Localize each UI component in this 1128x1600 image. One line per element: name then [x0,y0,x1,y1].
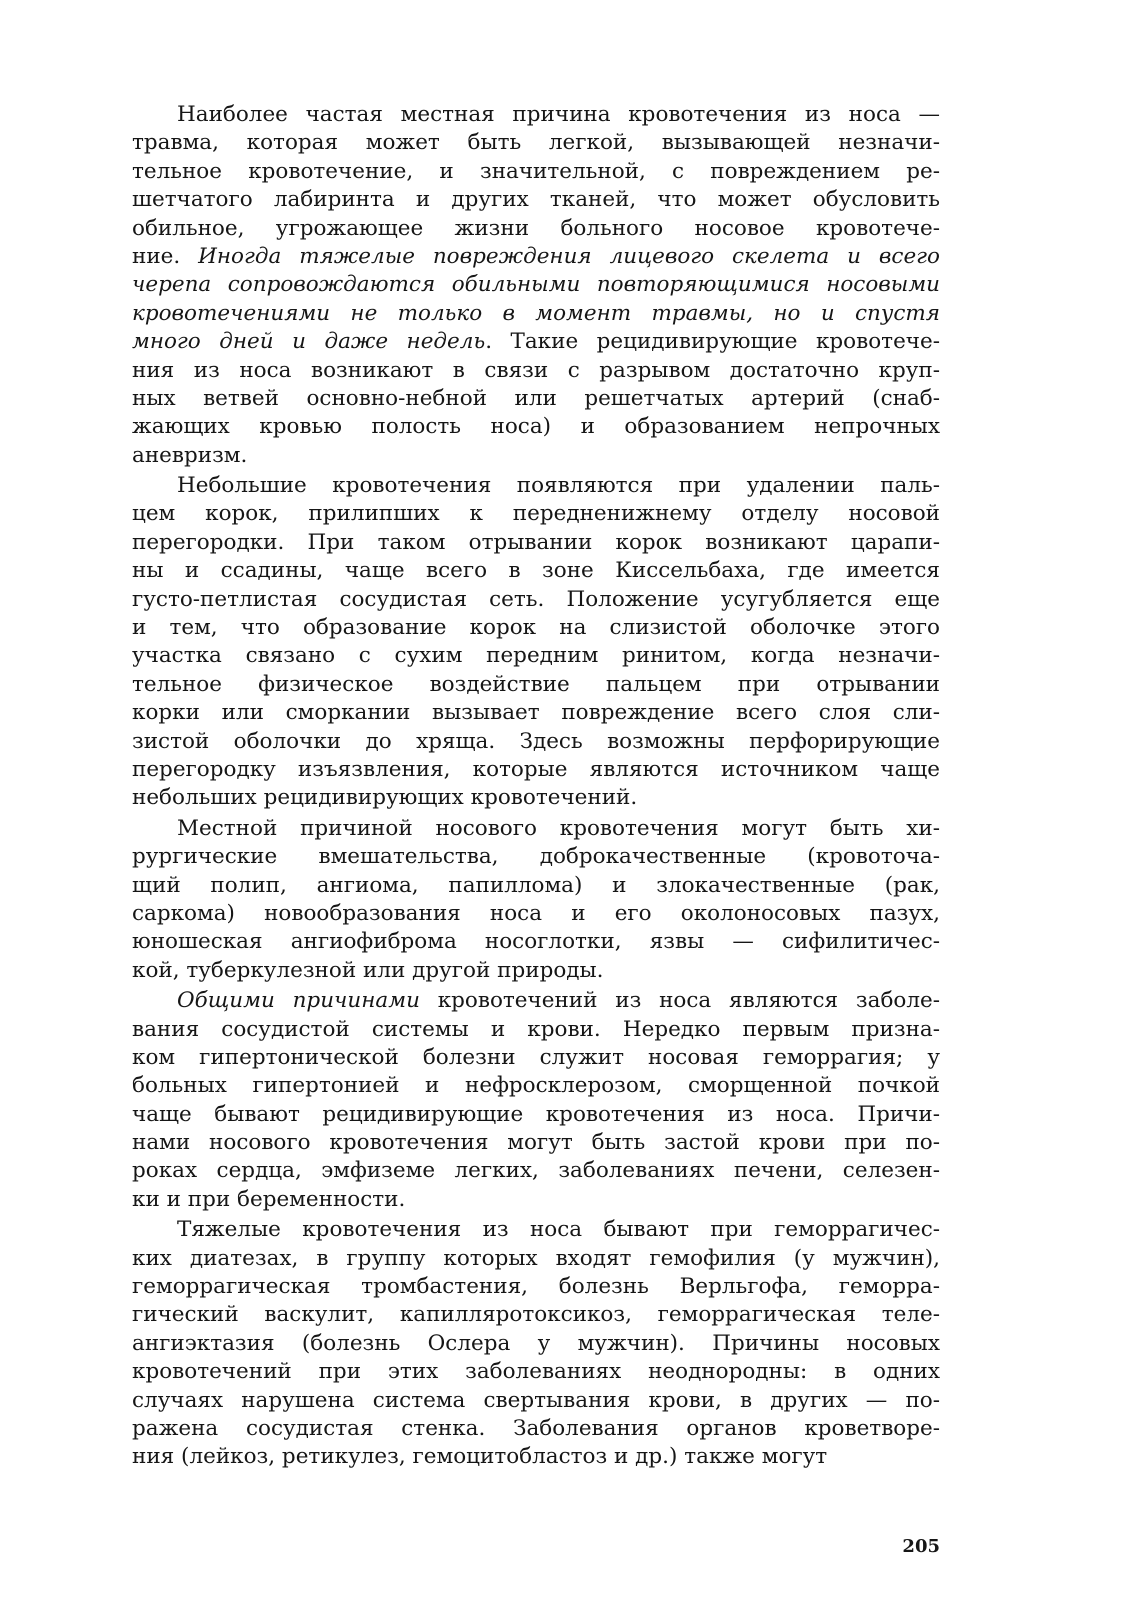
text-line [132,215,940,243]
text-run: Небольшие кровотечения появляются при удалении паль- [177,473,940,499]
text-line [132,271,940,299]
text-line [132,442,940,470]
text-line [132,357,940,385]
text-line [132,385,940,413]
text-run: травма, которая может быть легкой, вызывающей незначи- [132,130,940,156]
italic-text: кровотечениями не только в момент травмы, но и спустя [132,300,940,326]
text-line [132,158,940,186]
text-run: ния (лейкоз, ретикулез, гемоцитобластоз и др.) также могут [132,1444,828,1470]
paragraph [132,815,940,985]
text-line [132,642,940,670]
text-run: случаях нарушена система свертывания крови, в других — по- [132,1387,940,1413]
text-run: обильное, угрожающее жизни больного носовое кровотече- [132,215,940,241]
text-line [132,1358,940,1386]
text-line [132,500,940,528]
text-line [132,1387,940,1415]
text-line [132,1044,940,1072]
text-line [132,1016,940,1044]
text-line [132,1157,940,1185]
text-line [132,413,940,441]
text-run: чаще бывают рецидивирующие кровотечения из носа. Причи- [132,1101,940,1127]
text-run: небольших рецидивирующих кровотечений. [132,785,638,811]
paragraph [132,101,940,470]
paragraph [132,472,940,813]
text-run: Местной причиной носового кровотечения могут быть хи- [177,815,940,841]
text-line [132,557,940,585]
text-run: кровотечений при этих заболеваниях неоднородны: в одних [132,1359,940,1385]
text-line [132,186,940,214]
text-run: щий полип, ангиома, папиллома) и злокачественные (рак, [132,872,940,898]
text-run: Тяжелые кровотечения из носа бывают при геморрагичес- [177,1217,940,1243]
text-line [132,756,940,784]
text-run: зистой оболочки до хряща. Здесь возможны перфорирующие [132,728,940,754]
text-run: нами носового кровотечения могут быть застой крови при по- [132,1130,940,1156]
text-run: геморрагическая тромбастения, болезнь Верльгофа, геморра- [132,1274,940,1300]
text-line [132,815,940,843]
text-run: жающих кровью полость носа) и образованием непрочных [132,414,940,440]
text-line [132,1186,940,1214]
italic-text: черепа сопровождаются обильными повторяющимися носовыми [132,272,940,298]
text-line [132,472,940,500]
text-line [132,872,940,900]
text-line [132,900,940,928]
text-line [132,928,940,956]
text-line [132,728,940,756]
text-line [132,328,940,356]
text-line [132,1245,940,1273]
text-run: ких диатезах, в группу которых входят гемофилия (у мужчин), [132,1245,940,1271]
italic-text: много дней и даже недель [132,329,486,355]
text-run: перегородки. При таком отрывании корок возникают царапи- [132,529,940,555]
text-run: ных ветвей основно-небной или решетчатых артерий (снаб- [132,385,940,411]
italic-text: Общими причинами [177,988,420,1014]
text-line [132,1216,940,1244]
text-line [132,1443,940,1471]
text-line [132,1415,940,1443]
text-line [132,784,940,812]
text-line [132,586,940,614]
paragraph [132,987,940,1214]
text-line [132,1273,940,1301]
text-line [132,671,940,699]
text-line [132,843,940,871]
text-line [132,1129,940,1157]
text-run: гический васкулит, капилляротоксикоз, геморрагическая теле- [132,1302,940,1328]
text-line [132,1101,940,1129]
text-run: роках сердца, эмфиземе легких, заболеваниях печени, селезен- [132,1158,940,1184]
text-run: ния из носа возникают в связи с разрывом достаточно круп- [132,357,940,383]
text-line [132,1330,940,1358]
text-run: ние. [132,243,199,269]
text-line [132,987,940,1015]
text-run: Наиболее частая местная причина кровотечения из носа — [177,102,940,127]
text-line [132,529,940,557]
body-text [132,101,940,1474]
text-run: аневризм. [132,442,248,468]
text-line [132,101,940,129]
text-run: больных гипертонией и нефросклерозом, сморщенной почкой [132,1073,940,1099]
italic-text: Иногда тяжелые повреждения лицевого скелета и всего [198,243,940,269]
text-run: густо-петлистая сосудистая сеть. Положение усугубляется еще [132,586,940,612]
text-line [132,129,940,157]
text-line [132,957,940,985]
text-run: корки или сморкании вызывает повреждение всего слоя сли- [132,700,940,726]
text-line [132,300,940,328]
text-run: цем корок, прилипших к передненижнему отделу носовой [132,501,940,527]
text-run: юношеская ангиофиброма носоглотки, язвы — сифилитичес- [132,929,940,955]
page-number: 205 [902,1536,940,1557]
text-run: рургические вмешательства, доброкачественные (кровоточа- [132,844,940,870]
text-run: участка связано с сухим передним ринитом, когда незначи- [132,643,940,669]
paragraph [132,1216,940,1472]
text-line [132,1301,940,1329]
text-run: вания сосудистой системы и крови. Нередко первым призна- [132,1016,940,1042]
text-run: перегородку изъязвления, которые являются источником чаще [132,756,940,782]
text-run: . Такие рецидивирующие кровотече- [485,329,940,355]
text-line [132,1072,940,1100]
text-run: кой, туберкулезной или другой природы. [132,957,604,983]
text-run: тельное кровотечение, и значительной, с повреждением ре- [132,158,940,184]
text-run: кровотечений из носа являются заболе- [419,988,940,1014]
text-line [132,614,940,642]
text-run: шетчатого лабиринта и других тканей, что может обусловить [132,187,940,213]
text-run: саркома) новообразования носа и его околоносовых пазух, [132,900,940,926]
text-line [132,699,940,727]
text-run: тельное физическое воздействие пальцем при отрывании [132,671,940,697]
text-run: ражена сосудистая стенка. Заболевания органов кроветворе- [132,1415,940,1441]
text-run: ки и при беременности. [132,1186,406,1212]
text-run: ангиэктазия (болезнь Ослера у мужчин). Причины носовых [132,1330,940,1356]
text-run: и тем, что образование корок на слизистой оболочке этого [132,615,940,641]
text-line [132,243,940,271]
text-run: ны и ссадины, чаще всего в зоне Киссельбаха, где имеется [132,558,940,584]
text-run: ком гипертонической болезни служит носовая геморрагия; у [132,1044,940,1070]
